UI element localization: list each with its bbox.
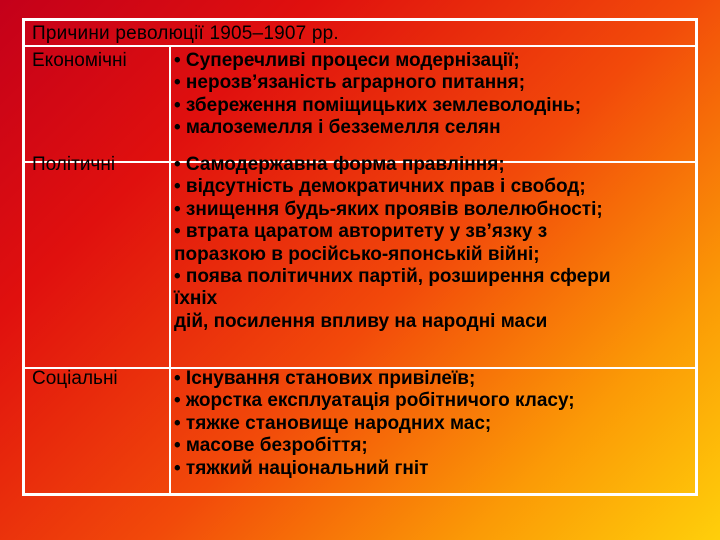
causes-political [174,154,694,333]
category-economic: Економічні [32,50,127,71]
cause-item: • Самодержавна форма правління; [174,154,505,175]
cause-item: дій, посилення впливу на народні маси [174,310,548,332]
cause-item: • знищення будь-яких проявів волелюбності; [174,198,603,220]
cause-item: • Існування станових привілеїв; [174,368,476,389]
cause-item: • жорстка експлуатація робітничого класу; [174,390,575,412]
cause-item: • тяжкий національний гніт [174,457,429,479]
cause-item: • нерозв’язаність аграрного питання; [174,72,526,94]
cause-item: • малоземелля і безземелля селян [174,117,501,139]
cause-item: • збереження поміщицьких землеволодінь; [174,94,582,116]
column-divider [169,47,171,494]
cause-item: • тяжке становище народних мас; [174,412,492,434]
table-title: Причини революції 1905–1907 рр. [24,20,696,47]
cause-item: • відсутність демократичних прав і свобод; [174,176,586,198]
category-social: Соціальні [32,368,118,389]
causes-social [174,368,694,480]
cause-item: • поява політичних партій, розширення сфери [174,266,611,288]
cause-item: поразкою в російсько-японській війні; [174,243,540,265]
cause-item: • втрата царатом авторитету у зв’язку з [174,221,548,243]
cause-item: їхніх [174,288,218,310]
causes-economic [174,50,694,140]
cause-item: • масове безробіття; [174,435,368,457]
category-political: Політичні [32,154,116,175]
cause-item: • Суперечливі процеси модернізації; [174,50,520,71]
